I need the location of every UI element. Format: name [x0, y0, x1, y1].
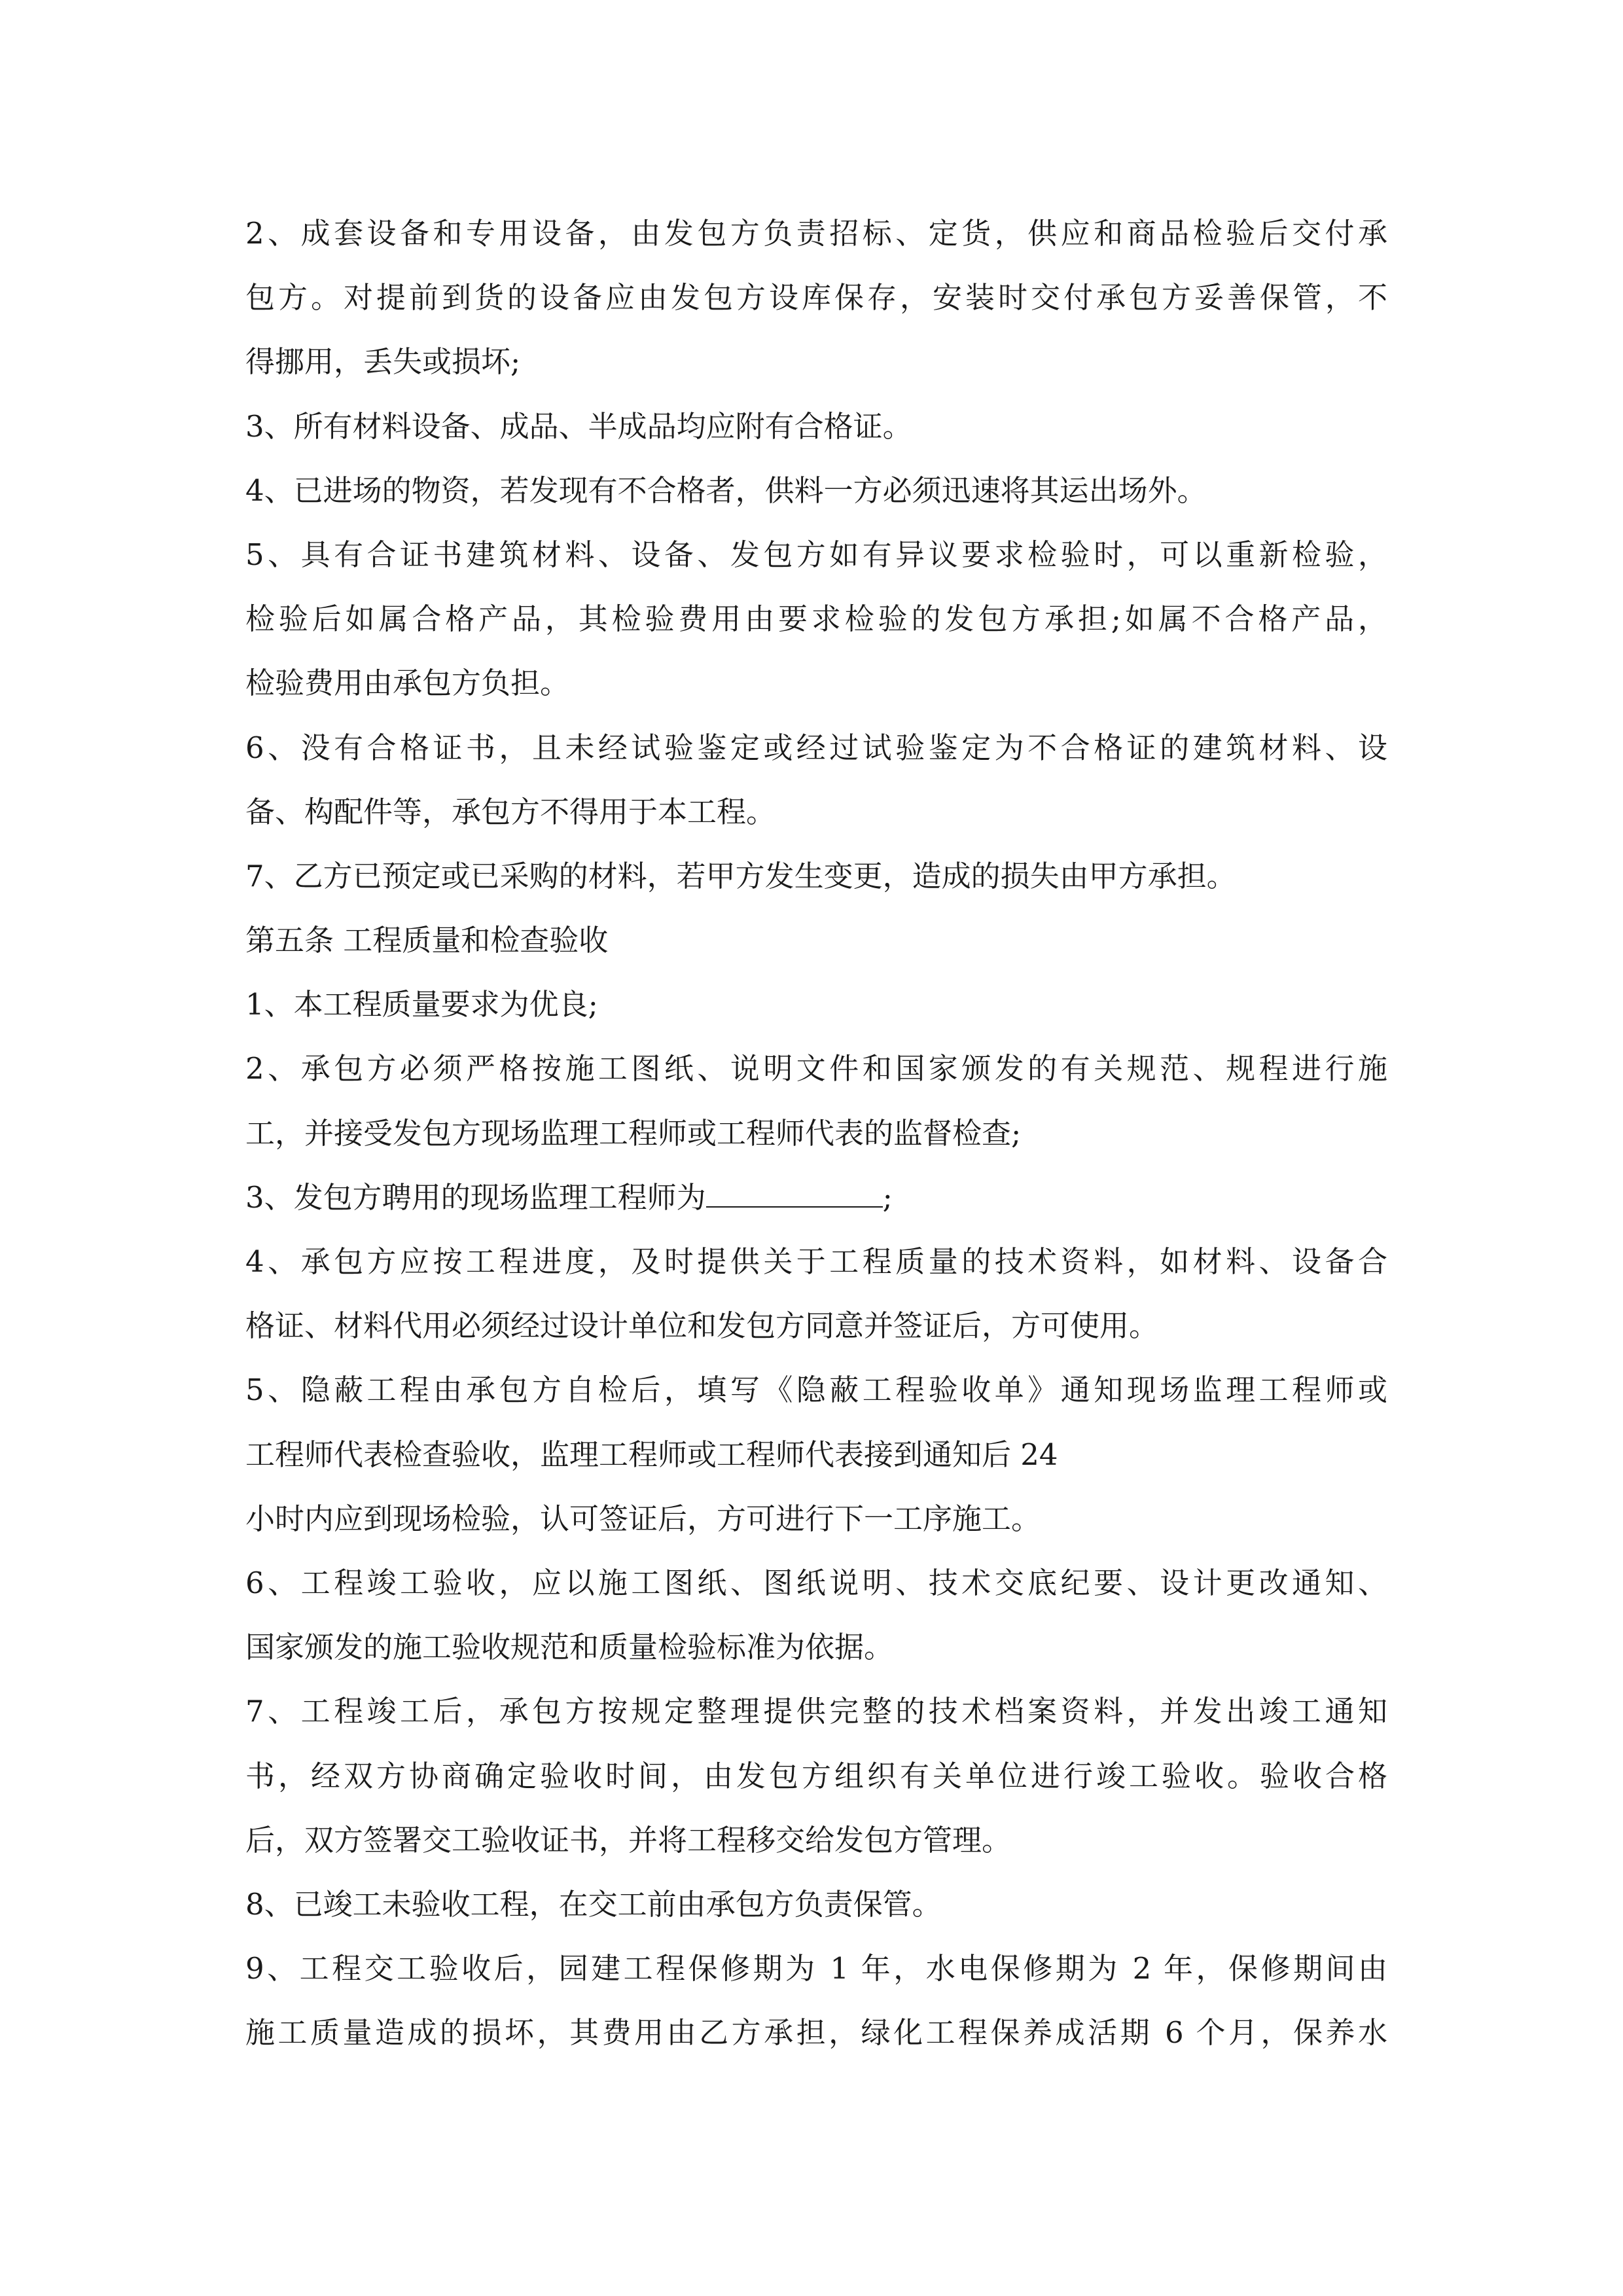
paragraph-line: 工程师代表检查验收，监理工程师或工程师代表接到通知后 24: [245, 1437, 1058, 1472]
paragraph-line: 检验费用由承包方负担。: [245, 666, 570, 701]
blank-terminator: ;: [882, 1179, 893, 1215]
paragraph-line: 得挪用，丢失或损坏;: [245, 344, 521, 380]
paragraph-line: 书，经双方协商确定验收时间，由发包方组织有关单位进行竣工验收。验收合格: [245, 1758, 1387, 1793]
paragraph-line: 3、所有材料设备、成品、半成品均应附有合格证。: [245, 408, 912, 444]
paragraph-line: 1、本工程质量要求为优良;: [245, 987, 598, 1022]
paragraph-line: 4、已进场的物资，若发现有不合格者，供料一方必须迅速将其运出场外。: [245, 473, 1207, 508]
document-body: [245, 202, 1387, 2065]
fill-in-blank: [706, 1183, 883, 1208]
paragraph-line: 6、没有合格证书，且未经试验鉴定或经过试验鉴定为不合格证的建筑材料、设: [245, 730, 1387, 765]
paragraph-line: 备、构配件等，承包方不得用于本工程。: [245, 794, 776, 829]
paragraph-line: 检验后如属合格产品，其检验费用由要求检验的发包方承担;如属不合格产品，: [245, 601, 1387, 637]
paragraph-line: 格证、材料代用必须经过设计单位和发包方同意并签证后，方可使用。: [245, 1308, 1159, 1344]
paragraph-line: 后，双方签署交工验收证书，并将工程移交给发包方管理。: [245, 1822, 1012, 1857]
paragraph-line: 4、承包方应按工程进度，及时提供关于工程质量的技术资料，如材料、设备合: [245, 1244, 1387, 1279]
paragraph-line: 2、成套设备和专用设备，由发包方负责招标、定货，供应和商品检验后交付承: [245, 216, 1387, 251]
paragraph-line: 包方。对提前到货的设备应由发包方设库保存，安装时交付承包方妥善保管，不: [245, 280, 1387, 315]
paragraph-line-with-blank: [245, 1166, 1387, 1230]
blank-label: 3、发包方聘用的现场监理工程师为: [245, 1179, 706, 1215]
paragraph-line: 国家颁发的施工验收规范和质量检验标准为依据。: [245, 1630, 894, 1665]
paragraph-line: 小时内应到现场检验，认可签证后，方可进行下一工序施工。: [245, 1501, 1041, 1536]
paragraph-line: 9、工程交工验收后，园建工程保修期为 1 年，水电保修期为 2 年，保修期间由: [245, 1951, 1387, 1986]
paragraph-line: 施工质量造成的损坏，其费用由乙方承担，绿化工程保养成活期 6 个月，保养水: [245, 2015, 1387, 2051]
paragraph-line: 2、承包方必须严格按施工图纸、说明文件和国家颁发的有关规范、规程进行施: [245, 1051, 1387, 1086]
paragraph-line: 8、已竣工未验收工程，在交工前由承包方负责保管。: [245, 1886, 942, 1922]
paragraph-line: 5、具有合证书建筑材料、设备、发包方如有异议要求检验时，可以重新检验，: [245, 537, 1387, 572]
paragraph-line: 7、乙方已预定或已采购的材料，若甲方发生变更，造成的损失由甲方承担。: [245, 858, 1236, 893]
paragraph-line: 工，并接受发包方现场监理工程师或工程师代表的监督检查;: [245, 1115, 1022, 1151]
section-heading: 第五条 工程质量和检查验收: [245, 923, 609, 958]
paragraph-line: 5、隐蔽工程由承包方自检后，填写《隐蔽工程验收单》通知现场监理工程师或: [245, 1372, 1387, 1408]
paragraph-line: 6、工程竣工验收，应以施工图纸、图纸说明、技术交底纪要、设计更改通知、: [245, 1565, 1387, 1600]
paragraph-line: 7、工程竣工后，承包方按规定整理提供完整的技术档案资料，并发出竣工通知: [245, 1694, 1387, 1729]
